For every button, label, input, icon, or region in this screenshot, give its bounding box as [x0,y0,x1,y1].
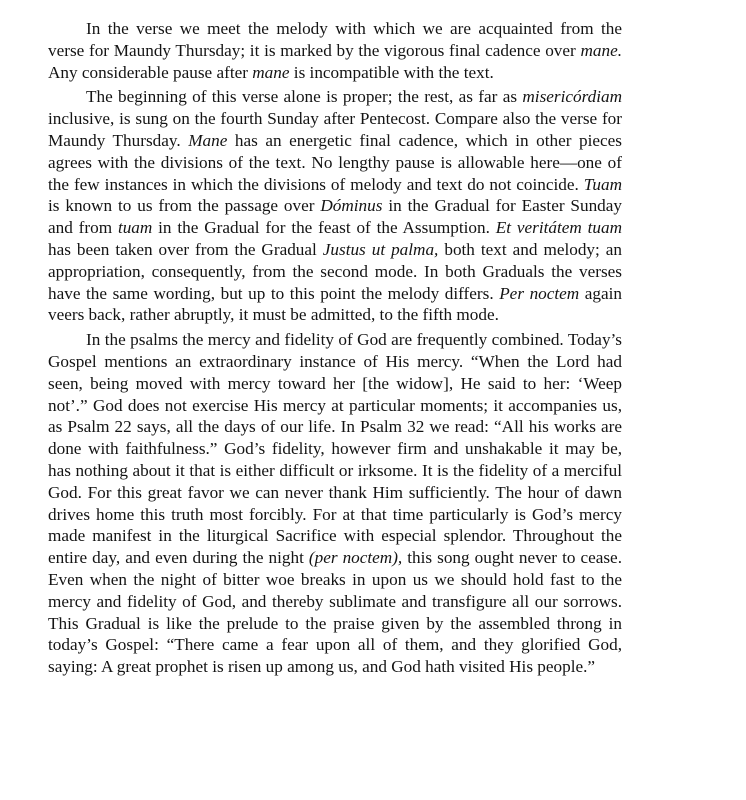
paragraph [48,86,622,326]
italic-text-segment: Mane [188,130,228,150]
italic-text-segment: mane [252,62,290,82]
text-segment: both text and melody; an appropriation, consequently, from the second mode. In both Graduals the verses have the same wording, but up to this point the melody differs. [48,239,622,303]
text-segment: in the Gradual for Easter Sunday and from [48,196,622,238]
text-segment: In the psalms the mercy and fidelity of God are frequently combined. Today’s Gospel mentions an extraordinary instance of His mercy. “When the Lord had seen, being moved with mercy toward her [the widow], He said to her: ‘Weep not’.” God does not exercise His mercy at particular moments; it accompanies us, as Psalm 22 says, all the days of our life. In Psalm 32 we read: “All his works are done with faithfulness.” God’s fidelity, however firm and unshakable it may be, has nothing about it that is either difficult or irksome. It is the fidelity of a merciful God. For this great favor we can never thank Him sufficiently. The hour of dawn drives home this truth most forcibly. For at that time particularly is God’s mercy made manifest in the liturgical Sacrifice with especial splendor. Throughout the entire day, and even during the night [48,330,622,568]
italic-text-segment: Per noctem [499,283,580,303]
italic-text-segment: (per noctem), [308,548,403,568]
document-page [48,18,622,680]
text-segment: again veers back, rather abruptly, it must be admitted, to the fifth mode. [48,283,622,325]
italic-text-segment: Tuam [583,174,622,194]
italic-text-segment: tuam [117,218,153,238]
italic-text-segment: misericórdiam [522,87,622,107]
italic-text-segment: Dóminus [320,196,383,216]
paragraph [48,18,622,83]
text-segment: In the verse we meet the melody with which we are acquainted from the verse for Maundy Thursday; it is marked by the vigorous final cadence over [48,19,622,60]
text-segment: has an energetic final cadence, which in other pieces agrees with the divisions of the text. No lengthy pause is allowable here—one of the few instances in which the divisions of melody and text do not coincide. [48,130,622,194]
text-segment: Any considerable pause after [48,62,253,82]
italic-text-segment: mane. [580,40,622,60]
italic-text-segment: Justus ut palma, [322,239,439,259]
text-segment: inclusive, is sung on the fourth Sunday after Pentecost. Compare also the verse for Maundy Thursday. [48,109,622,150]
paragraph [48,329,622,678]
text-segment: is incompatible with the text. [289,62,494,82]
italic-text-segment: Et veritátem tuam [495,218,623,238]
text-segment: in the Gradual for the feast of the Assumption. [152,218,496,238]
text-segment: is known to us from the passage over [48,196,321,216]
text-segment: The beginning of this verse alone is proper; the rest, as far as [86,87,523,107]
text-segment: this song ought never to cease. Even when the night of bitter woe breaks in upon us we should hold fast to the mercy and fidelity of God, and thereby sublimate and transfigure all our sorrows. This Gradual is like the prelude to the praise given by the assembled throng in today’s Gospel: “There came a fear upon all of them, and they glorified God, saying: A great prophet is risen up among us, and God hath visited His people.” [48,548,622,677]
text-segment: has been taken over from the Gradual [48,239,323,259]
